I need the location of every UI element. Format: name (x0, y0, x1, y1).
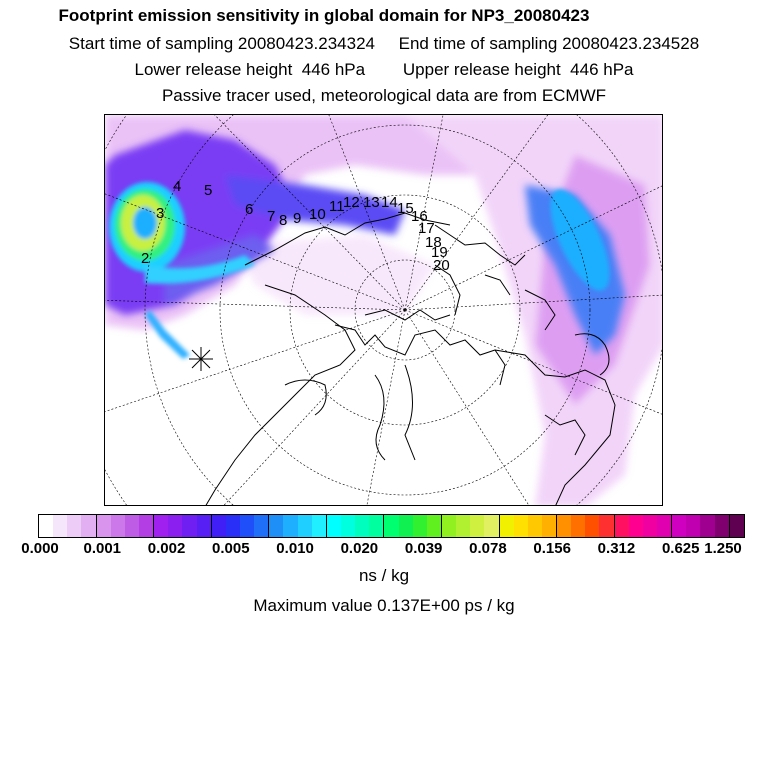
track-label-10: 10 (309, 206, 326, 223)
footprint-map (104, 114, 663, 506)
colorbar-swatch (226, 515, 240, 537)
track-label-14: 14 (381, 194, 398, 211)
colorbar-swatch (125, 515, 139, 537)
colorbar-swatch (599, 515, 614, 537)
track-label-8: 8 (279, 212, 288, 229)
release-marker-icon (189, 347, 213, 371)
colorbar-swatch (629, 515, 643, 537)
map-canvas (105, 115, 663, 506)
colorbar-swatch (427, 515, 442, 537)
colorbar-swatch (730, 515, 744, 537)
colorbar-swatch (182, 515, 196, 537)
colorbar-swatch (672, 515, 686, 537)
colorbar-swatch (298, 515, 312, 537)
colorbar-swatch (571, 515, 585, 537)
maximum-value: Maximum value 0.137E+00 ps / kg (253, 596, 515, 615)
colorbar-swatch (327, 515, 341, 537)
plot-title: Footprint emission sensitivity in global domain for NP3_20080423 (58, 6, 590, 25)
colorbar-swatch (484, 515, 499, 537)
colorbar-tick-label: 1.250 (704, 540, 742, 557)
track-label-9: 9 (293, 210, 302, 227)
colorbar-swatch (686, 515, 700, 537)
colorbar-tick-label: 0.020 (340, 540, 379, 557)
colorbar-swatch (456, 515, 470, 537)
colorbar-swatch (39, 515, 53, 537)
track-label-2: 2 (141, 250, 150, 267)
colorbar-swatch (542, 515, 557, 537)
colorbar-swatch (500, 515, 514, 537)
colorbar-swatch (111, 515, 125, 537)
track-label-3: 3 (156, 205, 165, 222)
tracer-info: Passive tracer used, meteorological data are from ECMWF (161, 86, 607, 105)
colorbar-swatch (168, 515, 182, 537)
release-heights: Lower release height 446 hPa Upper release height 446 hPa (134, 60, 634, 79)
track-label-15: 15 (397, 200, 414, 217)
colorbar-swatch (355, 515, 369, 537)
colorbar-tick-label: 0.078 (469, 540, 507, 557)
colorbar-swatch (643, 515, 657, 537)
colorbar-tick-label: 0.625 (661, 540, 700, 557)
colorbar-swatch (154, 515, 168, 537)
track-label-6: 6 (245, 201, 254, 218)
colorbar-swatch (269, 515, 283, 537)
track-label-13: 13 (363, 194, 380, 211)
colorbar-tick-label: 0.002 (147, 540, 186, 557)
track-label-19: 19 (431, 244, 448, 261)
colorbar-swatch (470, 515, 484, 537)
colorbar (38, 514, 745, 538)
colorbar-swatch (657, 515, 672, 537)
colorbar-swatch (240, 515, 254, 537)
colorbar-swatch (514, 515, 528, 537)
colorbar-swatch (528, 515, 542, 537)
colorbar-swatch (585, 515, 599, 537)
colorbar-swatch (369, 515, 384, 537)
colorbar-swatch (197, 515, 212, 537)
colorbar-swatch (81, 515, 96, 537)
colorbar-swatch (442, 515, 456, 537)
track-label-7: 7 (267, 208, 276, 225)
colorbar-swatch (97, 515, 111, 537)
track-label-16: 16 (411, 208, 428, 225)
colorbar-tick-label: 0.156 (533, 540, 571, 557)
track-label-12: 12 (343, 194, 360, 211)
colorbar-swatch (67, 515, 81, 537)
colorbar-swatch (615, 515, 629, 537)
colorbar-swatch (283, 515, 297, 537)
colorbar-units: ns / kg (358, 566, 410, 585)
sampling-times: Start time of sampling 20080423.234324 End time of sampling 20080423.234528 (68, 34, 700, 53)
colorbar-tick-label: 0.039 (404, 540, 443, 557)
colorbar-tick-label: 0.005 (212, 540, 250, 557)
track-label-20: 20 (433, 257, 450, 274)
colorbar-swatch (413, 515, 427, 537)
track-label-4: 4 (173, 178, 182, 195)
track-label-5: 5 (204, 182, 213, 199)
colorbar-swatch (715, 515, 730, 537)
colorbar-swatch (557, 515, 571, 537)
track-label-18: 18 (425, 234, 442, 251)
track-label-17: 17 (418, 220, 435, 237)
colorbar-swatch (53, 515, 67, 537)
colorbar-tick-label: 0.010 (276, 540, 314, 557)
colorbar-swatch (312, 515, 327, 537)
colorbar-swatch (399, 515, 413, 537)
colorbar-swatch (700, 515, 714, 537)
colorbar-tick-label: 0.001 (83, 540, 122, 557)
colorbar-swatch (384, 515, 398, 537)
colorbar-swatch (139, 515, 154, 537)
colorbar-swatch (254, 515, 269, 537)
track-label-11: 11 (329, 198, 345, 215)
colorbar-tick-label: 0.312 (597, 540, 636, 557)
colorbar-swatch (341, 515, 355, 537)
colorbar-swatch (212, 515, 226, 537)
colorbar-tick-label: 0.000 (21, 540, 59, 557)
